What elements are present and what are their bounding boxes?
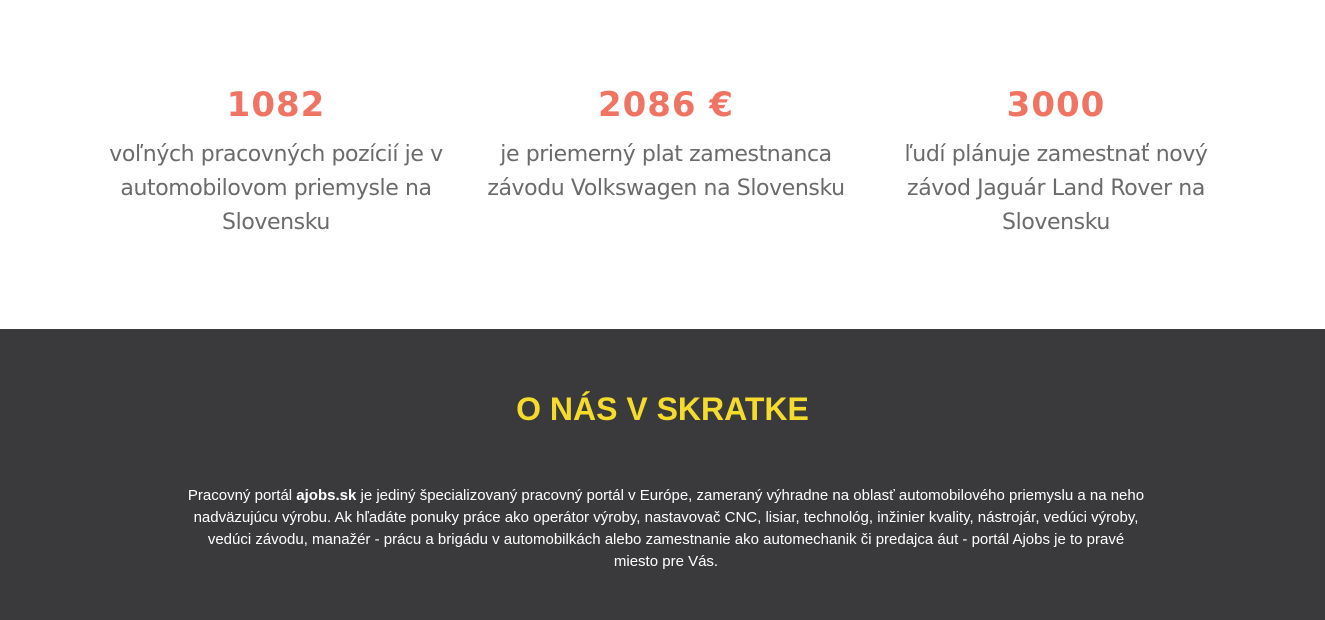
stat-value: 1082: [226, 85, 326, 125]
about-title: O NÁS V SKRATKE: [516, 391, 809, 427]
stat-open-positions: [96, 84, 456, 240]
stat-value: 2086 €: [597, 85, 735, 125]
about-section: [0, 329, 1325, 620]
about-brand: ajobs.sk: [296, 487, 357, 504]
about-text-body: je jediný špecializovaný pracovný portál v Európe, zameraný výhradne na oblasť automobilového priemyslu a na neho nadväzujúcu výrobu. Ak hľadáte ponuky práce ako operátor výroby, nastavovač CNC, lisiar, technológ, inžinier kvality, nástrojár, vedúci výroby, vedúci závodu, manažér - prácu a brigádu v automobilkách alebo zamestnanie ako automechanik či predajca áut - portál Ajobs je to pravé miesto pre Vás.: [193, 487, 1145, 570]
stat-average-salary: [486, 84, 846, 206]
stat-description: ľudí plánuje zamestnať nový závod Jaguár Land Rover na Slovensku: [904, 142, 1208, 235]
stat-description: je priemerný plat zamestnanca závodu Volkswagen na Slovensku: [487, 142, 845, 201]
stat-planned-hires: [876, 84, 1236, 240]
stat-value: 3000: [1006, 85, 1106, 125]
about-text-intro: Pracovný portál: [187, 487, 297, 504]
stat-description: voľných pracovných pozícií je v automobilovom priemysle na Slovensku: [109, 142, 443, 235]
about-text: [186, 485, 1146, 573]
